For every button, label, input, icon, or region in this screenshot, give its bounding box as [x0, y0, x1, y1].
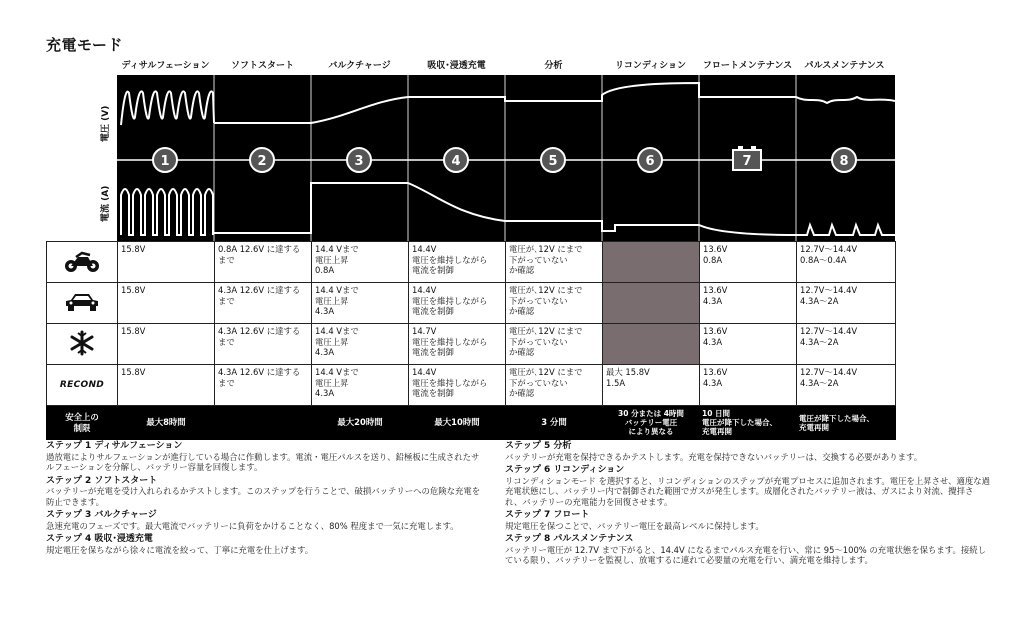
step-block — [505, 465, 990, 507]
table-cell: 4.3A 12.6V に達するまで — [215, 283, 312, 324]
table-cell: 4.3A 12.6V に達するまで — [215, 365, 312, 406]
step-heading: ステップ 2 ソフトスタート — [46, 475, 158, 486]
table-cell: 15.8V — [118, 283, 215, 324]
footer-cell: 3 分間 — [506, 406, 603, 440]
step-number: 6 — [645, 154, 655, 169]
table-cell: 15.8V — [118, 324, 215, 365]
table-cell: 最大 15.8V 1.5A — [603, 365, 700, 406]
safety-limit-label: 安全上の 制限 — [47, 406, 118, 440]
table-cell: 14.4V 電圧を維持しながら 電流を制御 — [409, 365, 506, 406]
table-cell: 15.8V — [118, 242, 215, 283]
step-number: 7 — [742, 154, 752, 169]
footer-cell: 電圧が降下した場合、 充電再開 — [797, 406, 896, 440]
footer-cell: 最大8時間 — [118, 406, 215, 440]
table-cell: 12.7V～14.4V 4.3A～2A — [797, 365, 896, 406]
motorcycle-icon — [62, 249, 102, 273]
table-cell: 12.7V～14.4V 0.8A～0.4A — [797, 242, 896, 283]
step-number: 3 — [354, 154, 364, 169]
step-number: 1 — [160, 154, 170, 169]
step-body: バッテリー電圧が 12.7V まで下がると、14.4V になるまでパルス充電を行い、常に 95～100% の充電状態を保ちます。接続している限り、バッテリーを監視し、放電するに連れて必要量の充電を行い、満充電を維持します。 — [505, 544, 986, 565]
step-block — [46, 534, 486, 555]
column-headers — [117, 58, 895, 72]
safety-limit-row — [47, 406, 896, 440]
current-axis-label: 電流 (A) — [101, 185, 111, 222]
step-number: 5 — [548, 154, 558, 169]
table-row — [47, 242, 896, 283]
table-cell: 13.6V 4.3A — [700, 365, 797, 406]
footer-cell: 最大20時間 — [312, 406, 409, 440]
step-heading: ステップ 6 リコンディション — [505, 465, 625, 475]
table-cell: 14.4 Vまで 電圧上昇 4.3A — [312, 283, 409, 324]
steps-left-column — [46, 441, 486, 558]
battery-terminal-icon — [738, 146, 743, 150]
table-cell: 14.4 Vまで 電圧上昇 4.3A — [312, 324, 409, 365]
step-number: 2 — [257, 154, 267, 169]
column-header: 分析 — [544, 61, 563, 71]
step-block — [46, 441, 486, 473]
table-cell: 0.8A 12.6V に達するまで — [215, 242, 312, 283]
step-number: 8 — [839, 154, 849, 169]
step-heading: ステップ 3 バルクチャージ — [46, 510, 157, 520]
table-row — [47, 324, 896, 365]
row-icon-cell — [47, 324, 118, 365]
page-title: 充電モード — [46, 36, 123, 54]
step-block — [505, 441, 990, 462]
step-heading: ステップ 4 吸収･浸透充電 — [46, 534, 153, 544]
step-heading: ステップ 5 分析 — [505, 441, 572, 451]
column-header: ソフトスタート — [231, 61, 294, 71]
step-heading: ステップ 7 フロート — [505, 510, 590, 520]
row-icon-cell — [47, 242, 118, 283]
row-icon-cell — [47, 283, 118, 324]
column-header: バルクチャージ — [328, 61, 391, 71]
footer-cell: 最大10時間 — [409, 406, 506, 440]
snowflake-icon — [69, 330, 95, 356]
table-cell: 14.4 Vまで 電圧上昇 4.3A — [312, 365, 409, 406]
table-cell-shaded — [603, 324, 700, 365]
footer-cell: 10 日間 電圧が降下した場合、 充電再開 — [700, 406, 797, 440]
steps-right-column — [505, 441, 990, 569]
step-body: 急速充電のフェーズです。最大電流でバッテリーに負荷をかけることなく、80% 程度まで一気に充電します。 — [46, 520, 459, 531]
column-header: 吸収･浸透充電 — [427, 61, 486, 71]
table-cell: 電圧が､12V にまで 下がっていない か確認 — [506, 365, 603, 406]
column-header: パルスメンテナンス — [804, 61, 885, 71]
step-heading: ステップ 1 ディサルフェーション — [46, 441, 183, 451]
step-heading: ステップ 8 パルスメンテナンス — [505, 534, 634, 544]
step-block — [505, 534, 990, 566]
column-header: フロートメンテナンス — [702, 61, 793, 71]
step-body: 規定電圧を保ちながら徐々に電流を絞って、丁寧に充電を仕上げます。 — [46, 544, 314, 555]
step-block — [505, 510, 990, 531]
voltage-curve — [121, 83, 895, 125]
table-row — [47, 283, 896, 324]
table-cell: 15.8V — [118, 365, 215, 406]
current-curve — [121, 183, 895, 235]
table-cell-shaded — [603, 283, 700, 324]
step-number: 4 — [451, 154, 461, 169]
step-body: バッテリーが充電を受け入れられるかテストします。このステップを行うことで、破損バッテリーへの危険な充電を防止できます。 — [46, 486, 481, 507]
table-cell: 13.6V 0.8A — [700, 242, 797, 283]
step-block — [46, 476, 486, 508]
table-cell: 12.7V～14.4V 4.3A～2A — [797, 283, 896, 324]
table-cell: 14.4 Vまで 電圧上昇 0.8A — [312, 242, 409, 283]
column-header: リコンディション — [615, 61, 686, 71]
table-cell: 電圧が､12V にまで 下がっていない か確認 — [506, 242, 603, 283]
footer-cell-blank — [215, 406, 312, 440]
charge-mode-graph — [117, 75, 895, 241]
footer-cell: 30 分または 4時間 バッテリー電圧 により異なる — [603, 406, 700, 440]
table-cell: 13.6V 4.3A — [700, 324, 797, 365]
table-cell: 14.4V 電圧を維持しながら 電流を制御 — [409, 283, 506, 324]
graph-svg — [117, 75, 895, 241]
step-body: リコンディションモード を選択すると、リコンディションのステップが充電プロセスに追加されます。電圧を上昇させ、適度な過充電状態にし、バッテリー内で制御された範囲でガスが発生します。成層化されたバッテリー液は、ガスにより対流、攪拌され、バッテリーの充電能力を回復させます。 — [505, 475, 990, 507]
table-cell-shaded — [603, 242, 700, 283]
voltage-axis-label: 電圧 (V) — [101, 105, 111, 142]
step-body: 規定電圧を保つことで、バッテリー電圧を最高レベルに保持します。 — [505, 520, 764, 531]
table-cell: 電圧が､12V にまで 下がっていない か確認 — [506, 283, 603, 324]
step-block — [46, 510, 486, 531]
table-cell: 14.7V 電圧を維持しながら 電流を制御 — [409, 324, 506, 365]
table-cell: 4.3A 12.6V に達するまで — [215, 324, 312, 365]
step-body: バッテリーが充電を保持できるかテストします。充電を保持できないバッテリーは、交換する必要があります。 — [505, 451, 923, 462]
charge-spec-table — [46, 241, 896, 440]
column-header: ディサルフェーション — [121, 61, 210, 71]
car-icon — [62, 290, 102, 314]
table-cell: 12.7V～14.4V 4.3A～2A — [797, 324, 896, 365]
table-cell: 14.4V 電圧を維持しながら 電流を制御 — [409, 242, 506, 283]
battery-terminal-icon — [751, 146, 756, 150]
row-icon-cell — [47, 365, 118, 406]
table-cell: 電圧が､12V にまで 下がっていない か確認 — [506, 324, 603, 365]
recond-label: RECOND — [59, 380, 105, 391]
table-cell: 13.6V 4.3A — [700, 283, 797, 324]
table-row — [47, 365, 896, 406]
step-body: 過放電によりサルフェーションが進行している場合に作動します。電流・電圧パルスを送り、鉛極板に生成されたサルフェーションを分解し、バッテリー容量を回復します。 — [46, 451, 480, 472]
